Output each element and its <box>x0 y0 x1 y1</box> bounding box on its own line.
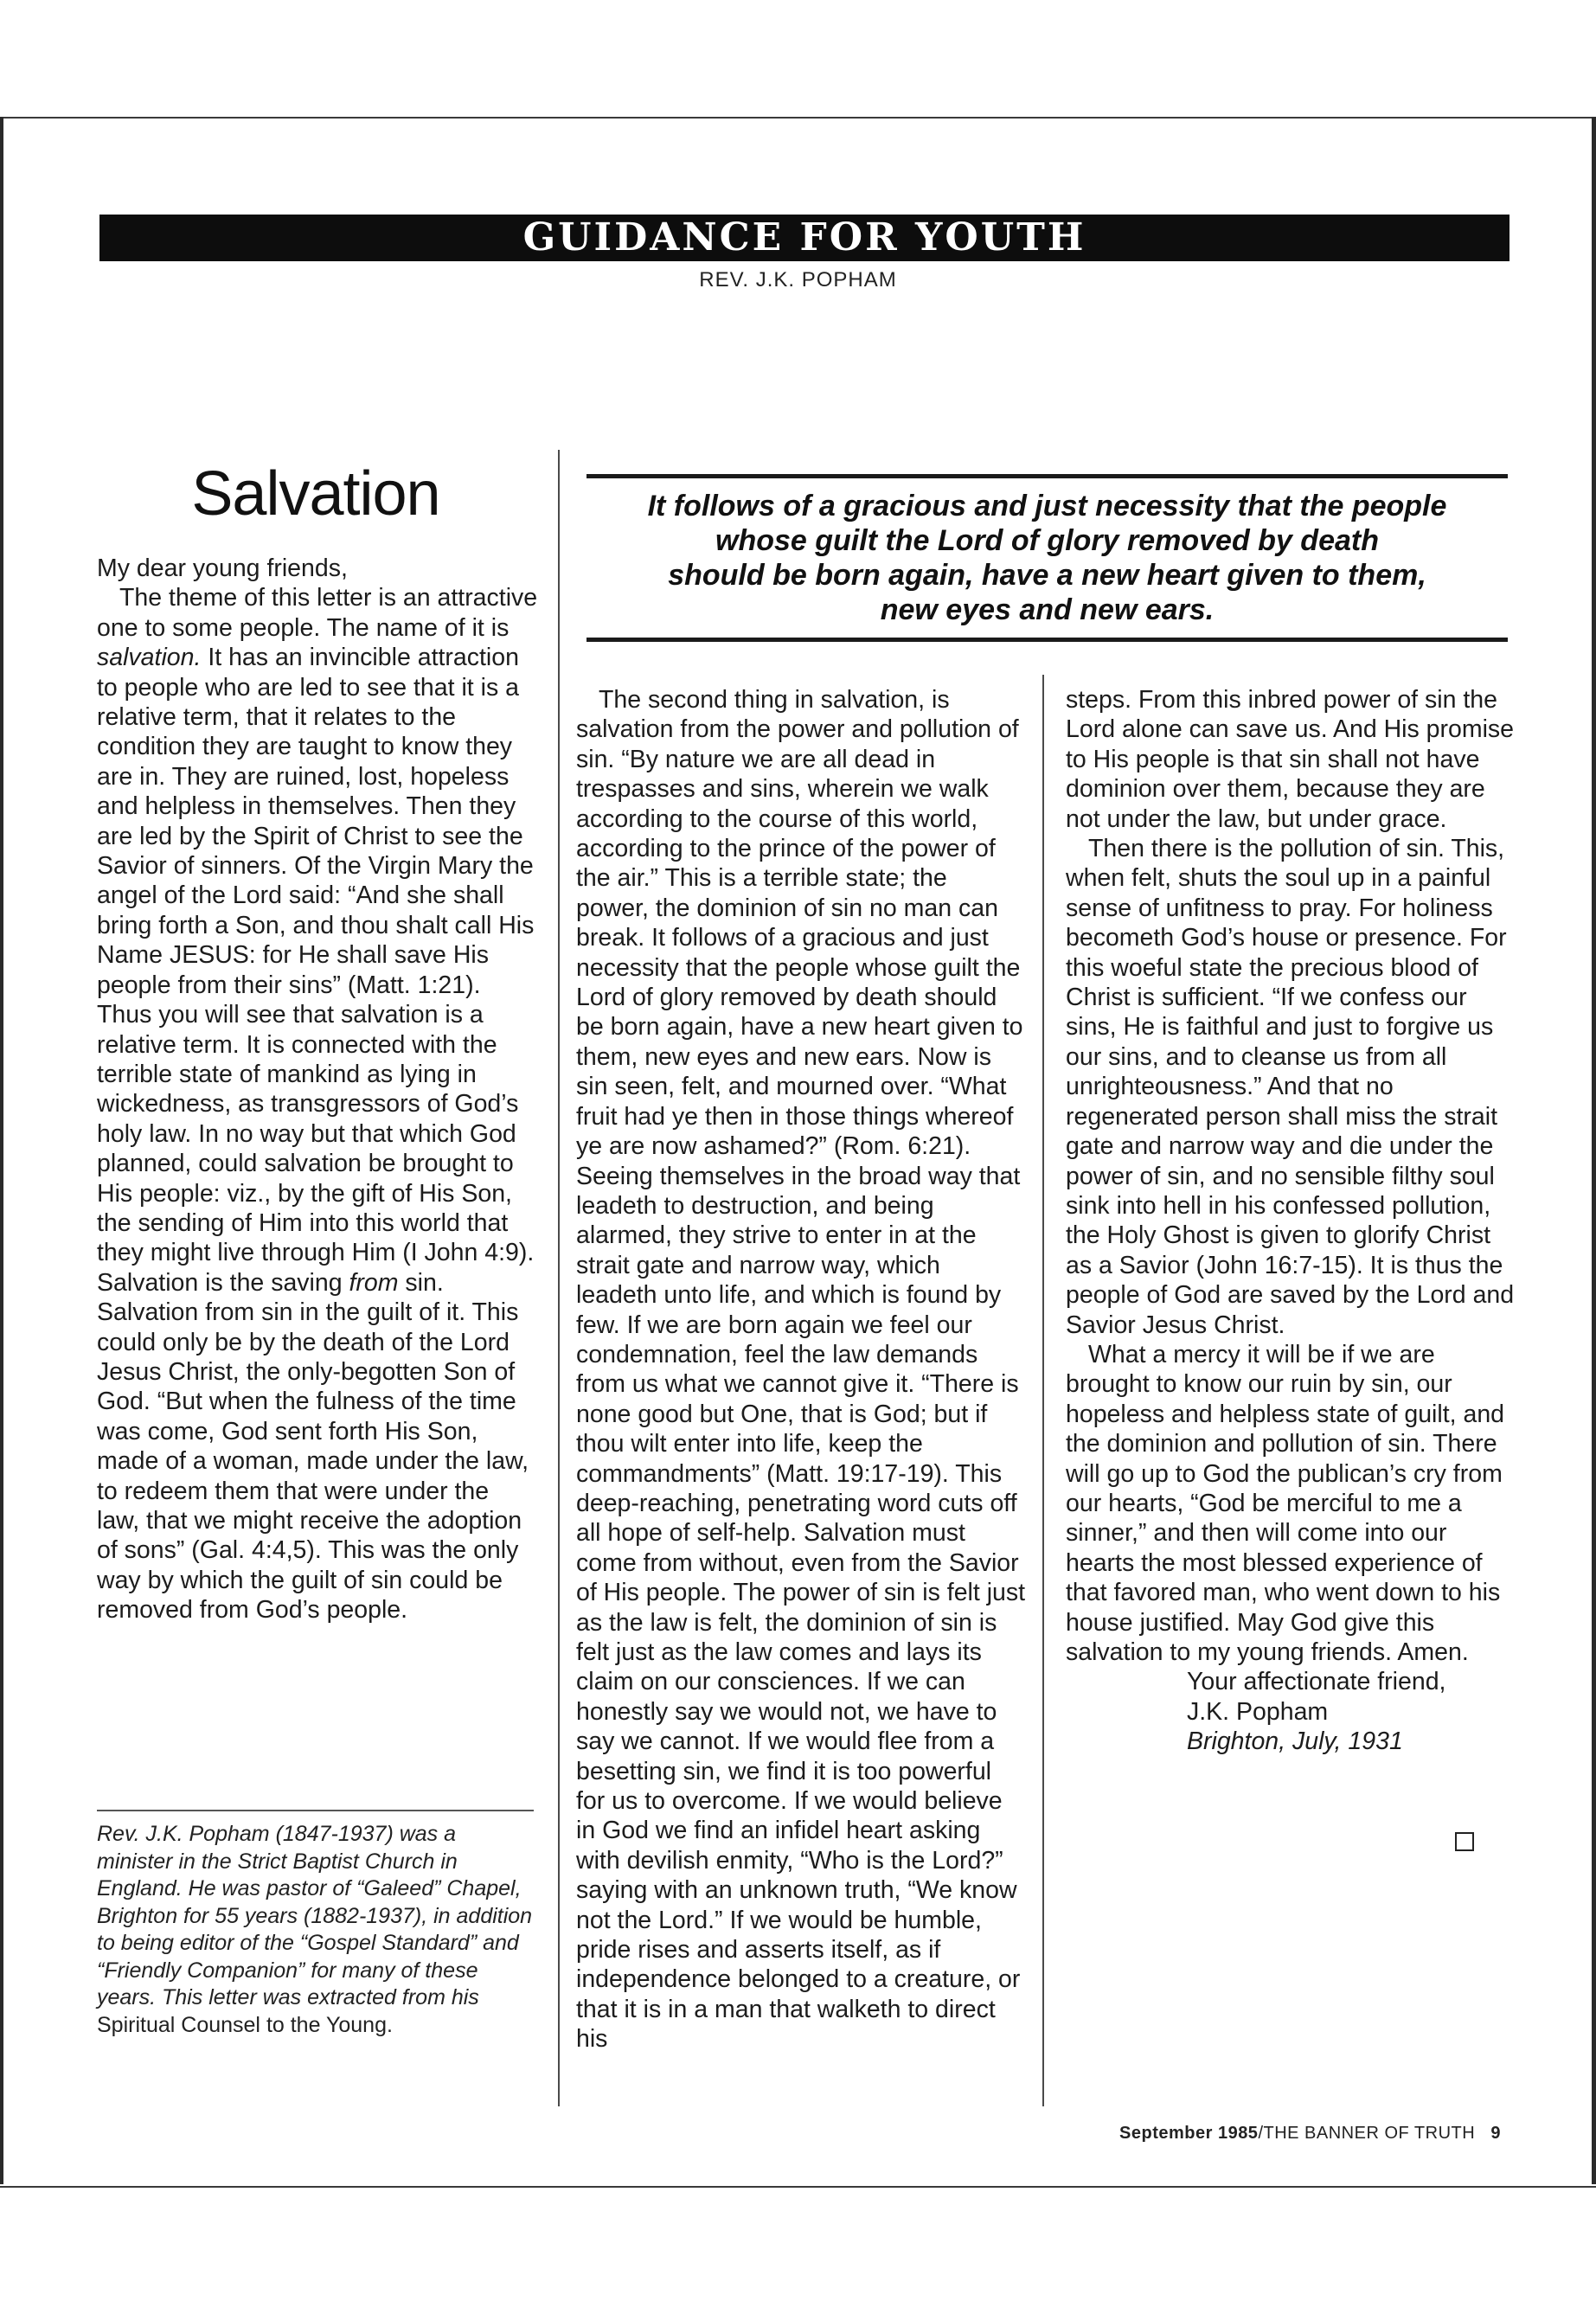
pullquote-top-rule <box>586 474 1508 478</box>
salutation: My dear young friends, <box>97 554 348 582</box>
book-title: Spiritual Counsel <box>97 2012 260 2037</box>
right-paragraph-continued: steps. From this inbred power of sin the Lord alone can save us. And His promise to His people is that sin shall not have dominion over them, because they are not under the law, but under grace. <box>1066 686 1515 833</box>
signature-place: Brighton, July, 1931 <box>1187 1727 1403 1756</box>
pullquote-bottom-rule <box>586 638 1508 642</box>
column-divider-left <box>558 450 560 2106</box>
author-byline: REV. J.K. POPHAM <box>699 268 897 292</box>
section-header-bar <box>99 215 1509 261</box>
right-paragraph: What a mercy it will be if we are brought to know our ruin by sin, our hopeless and helpless state of guilt, and the dominion and pollution of sin. There will go up to God the publican’s cry from our hearts, “God be merciful to me a sinner,” and then will come into our hearts the most blessed experience of that favored man, who went down to his house justified. May God give this salvation to my young friends. Amen. <box>1066 1340 1505 1666</box>
page-footer <box>1119 2124 1501 2144</box>
left-column <box>97 554 538 1625</box>
pull-quote-line: new eyes and new ears. <box>880 593 1215 626</box>
issue-date: September 1985 <box>1119 2124 1259 2143</box>
right-paragraph: Then there is the pollution of sin. This, when felt, shuts the soul up in a painful sense of unfitness to pray. For holiness becometh God’s house or presence. For this woeful state the precious blood of Christ is sufficient. “If we confess our sins, He is faithful and just to forgive us our sins, and to cleanse us from all unrighteousness.” And that no regenerated person shall miss the strait gate and narrow way and die under the power of sin, and no sensible filthy soul sink into hell in his confessed pollution, the Holy Ghost is given to glorify Christ as a Savior (John 16:7-15). It is thus the people of God are saved by the Lord and Savior Jesus Christ. <box>1066 835 1515 1339</box>
end-of-article-box-icon <box>1455 1832 1474 1851</box>
pull-quote-line: It follows of a gracious and just necessity that the people <box>647 490 1447 522</box>
publication-name: /THE BANNER OF TRUTH <box>1258 2124 1476 2143</box>
bio-rule <box>97 1810 534 1811</box>
pull-quote-line: whose guilt the Lord of glory removed by death <box>715 524 1379 557</box>
middle-paragraph: The second thing in salvation, is salvation from the power and pollution of sin. “By nature we are all dead in trespasses and sins, wherein we walk according to the course of this world, according to the prince of the power of the air.” This is a terrible state; the power, the dominion of sin no man can break. It follows of a gracious and just necessity that the people whose guilt the Lord of glory removed by death should be born again, have a new heart given to them, new eyes and new ears. Now is sin seen, felt, and mourned over. “What fruit had ye then in those things whereof ye are now ashamed?” (Rom. 6:21). Seeing themselves in the broad way that leadeth to destruction, and being alarmed, they strive to enter in at the strait gate and narrow way, which leadeth unto life, and which is found by few. If we are born again we feel our condemnation, feel the law demands from us what we cannot give it. “There is none good but One, that is God; but if thou wilt enter into life, keep the commandments” (Matt. 19:17-19). This deep-reaching, penetrating word cuts off all hope of self-help. Salvation must come from without, even from the Savior of His people. The power of sin is felt just as the law is felt, the dominion of sin is felt just as the law comes and lays its claim on our consciences. If we can honestly say we would not, we have to say we cannot. If we would flee from a besetting sin, we find it is too powerful for us to overcome. If we would believe in God we find an infidel heart asking with devilish enmity, “Who is the Lord?” saying with an unknown truth, “We know not the Lord.” If we would be humble, pride rises and asserts itself, as if independence belonged to a creature, or that it is in a man that walketh to direct his <box>576 686 1026 2054</box>
page-left-edge <box>0 117 3 2184</box>
right-column <box>1066 685 1516 1757</box>
pull-quote-line: should be born again, have a new heart given to them, <box>668 559 1426 592</box>
author-bio: Rev. J.K. Popham (1847-1937) was a minister in the Strict Baptist Church in England. He was pastor of “Galeed” Chapel, Brighton for 55 years (1882-1937), in addition to being editor of the “Gospel Standard” and “Friendly Companion” for many of these years. This letter was extracted from his Spiritual Counsel to the Young. <box>97 1822 533 2037</box>
page-number: 9 <box>1490 2124 1501 2143</box>
article-title: Salvation <box>191 459 440 529</box>
section-title: GUIDANCE FOR YOUTH <box>522 215 1086 260</box>
emphasis-from: from <box>349 1268 399 1297</box>
column-divider-right <box>1042 675 1044 2106</box>
emphasis-salvation: salvation. <box>97 644 202 672</box>
page-right-edge <box>1592 117 1596 2184</box>
pull-quote <box>586 489 1508 627</box>
signature-name: J.K. Popham <box>1187 1697 1329 1726</box>
left-paragraph: The theme of this letter is an attractive one to some people. The name of it is salvation. It has an invincible attraction to people who are led to see that it is a relative term, that it relates to the condition they are taught to know they are in. They are ruined, lost, hopeless and helpless in themselves. Then they are led by the Spirit of Christ to see the Savior of sinners. Of the Virgin Mary the angel of the Lord said: “And she shall bring forth a Son, and thou shalt call His Name JESUS: for He shall save His people from their sins” (Matt. 1:21). Thus you will see that salvation is a relative term. It is connected with the terrible state of mankind as lying in wickedness, as transgressors of God’s holy law. In no way but that which God planned, could salvation be brought to His people: viz., by the gift of His Son, the sending of Him into this world that they might live through Him (I John 4:9). Salvation is the saving from sin. Salvation from sin in the guilt of it. This could only be by the death of the Lord Jesus Christ, the only-begotten Son of God. “But when the fulness of the time was come, God sent forth His Son, made of a woman, made under the law, to redeem them that were under the law, that we might receive the adoption of sons” (Gal. 4:4,5). This was the only way by which the guilt of sin could be removed from God’s people. <box>97 584 538 1625</box>
middle-column <box>576 685 1026 2054</box>
closing-line: Your affectionate friend, <box>1187 1668 1446 1696</box>
